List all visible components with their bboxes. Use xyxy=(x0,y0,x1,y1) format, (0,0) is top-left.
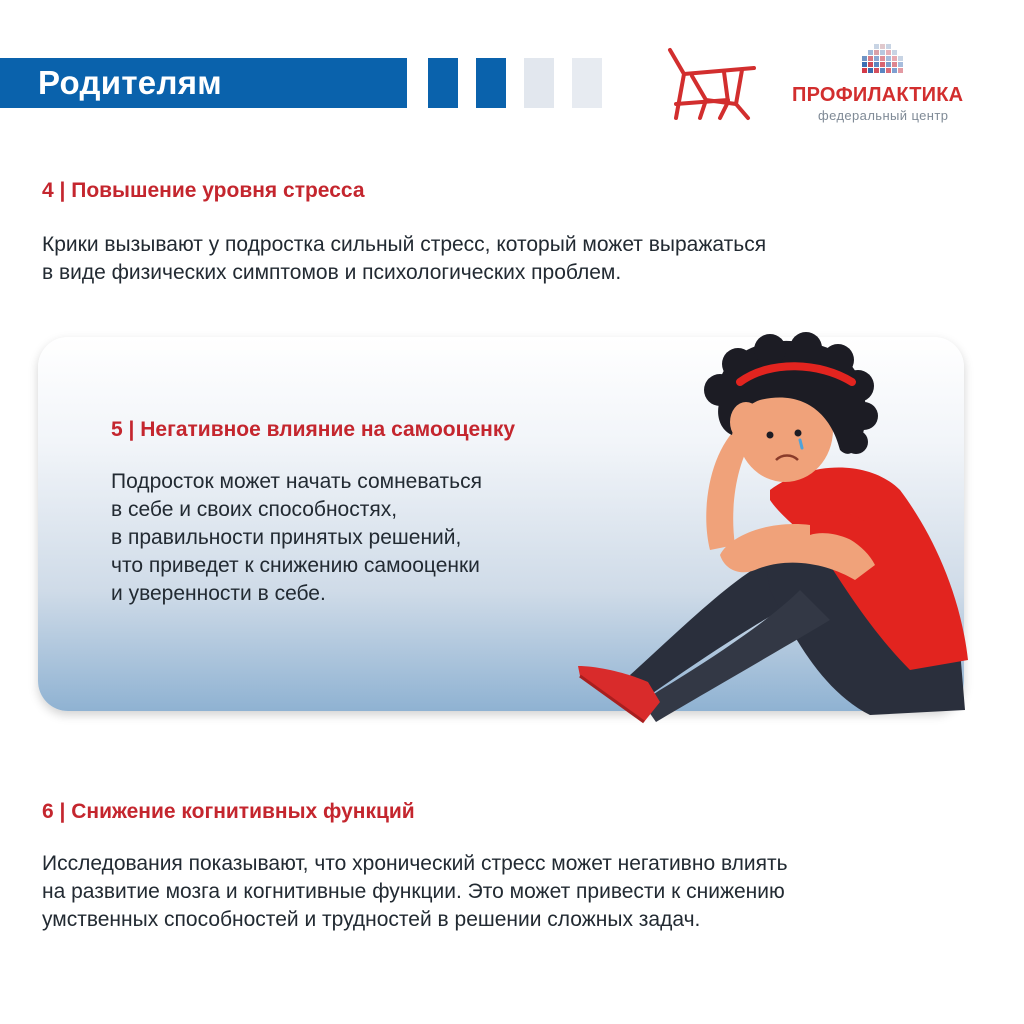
decor-block xyxy=(572,58,602,108)
decor-block xyxy=(428,58,458,108)
profilaktika-mosaic-icon xyxy=(862,44,908,76)
section-paragraph xyxy=(111,468,482,608)
stressed-teen-illustration xyxy=(570,330,980,730)
section-heading: 5 | Негативное влияние на самооценку xyxy=(111,418,516,441)
paragraph-line: умственных способностей и трудностей в решении сложных задач. xyxy=(42,908,701,931)
page-title: Родителям xyxy=(38,64,222,101)
paragraph-line: и уверенности в себе. xyxy=(111,582,326,605)
section-heading: 6 | Снижение когнитивных функций xyxy=(42,800,415,823)
paragraph-line: Исследования показывают, что хронический стресс может негативно влиять xyxy=(42,852,788,875)
paragraph-line: в себе и своих способностях, xyxy=(111,498,398,521)
paragraph-line: на развитие мозга и когнитивные функции. Это может привести к снижению xyxy=(42,880,785,903)
decor-block xyxy=(476,58,506,108)
profilaktika-logo-subtitle: федеральный центр xyxy=(818,108,949,123)
paragraph-line: в правильности принятых решений, xyxy=(111,526,462,549)
section-heading: 4 | Повышение уровня стресса xyxy=(42,179,365,202)
paragraph-line: что приведет к снижению самооценки xyxy=(111,554,480,577)
decor-block xyxy=(524,58,554,108)
chair-logo-icon xyxy=(662,44,758,126)
section-paragraph xyxy=(42,231,766,287)
profilaktika-logo-text: ПРОФИЛАКТИКА xyxy=(792,84,964,106)
paragraph-line: Подросток может начать сомневаться xyxy=(111,470,482,493)
paragraph-line: Крики вызывают у подростка сильный стресс, который может выражаться xyxy=(42,233,767,256)
section-paragraph xyxy=(42,850,788,934)
paragraph-line: в виде физических симптомов и психологических проблем. xyxy=(42,261,622,284)
